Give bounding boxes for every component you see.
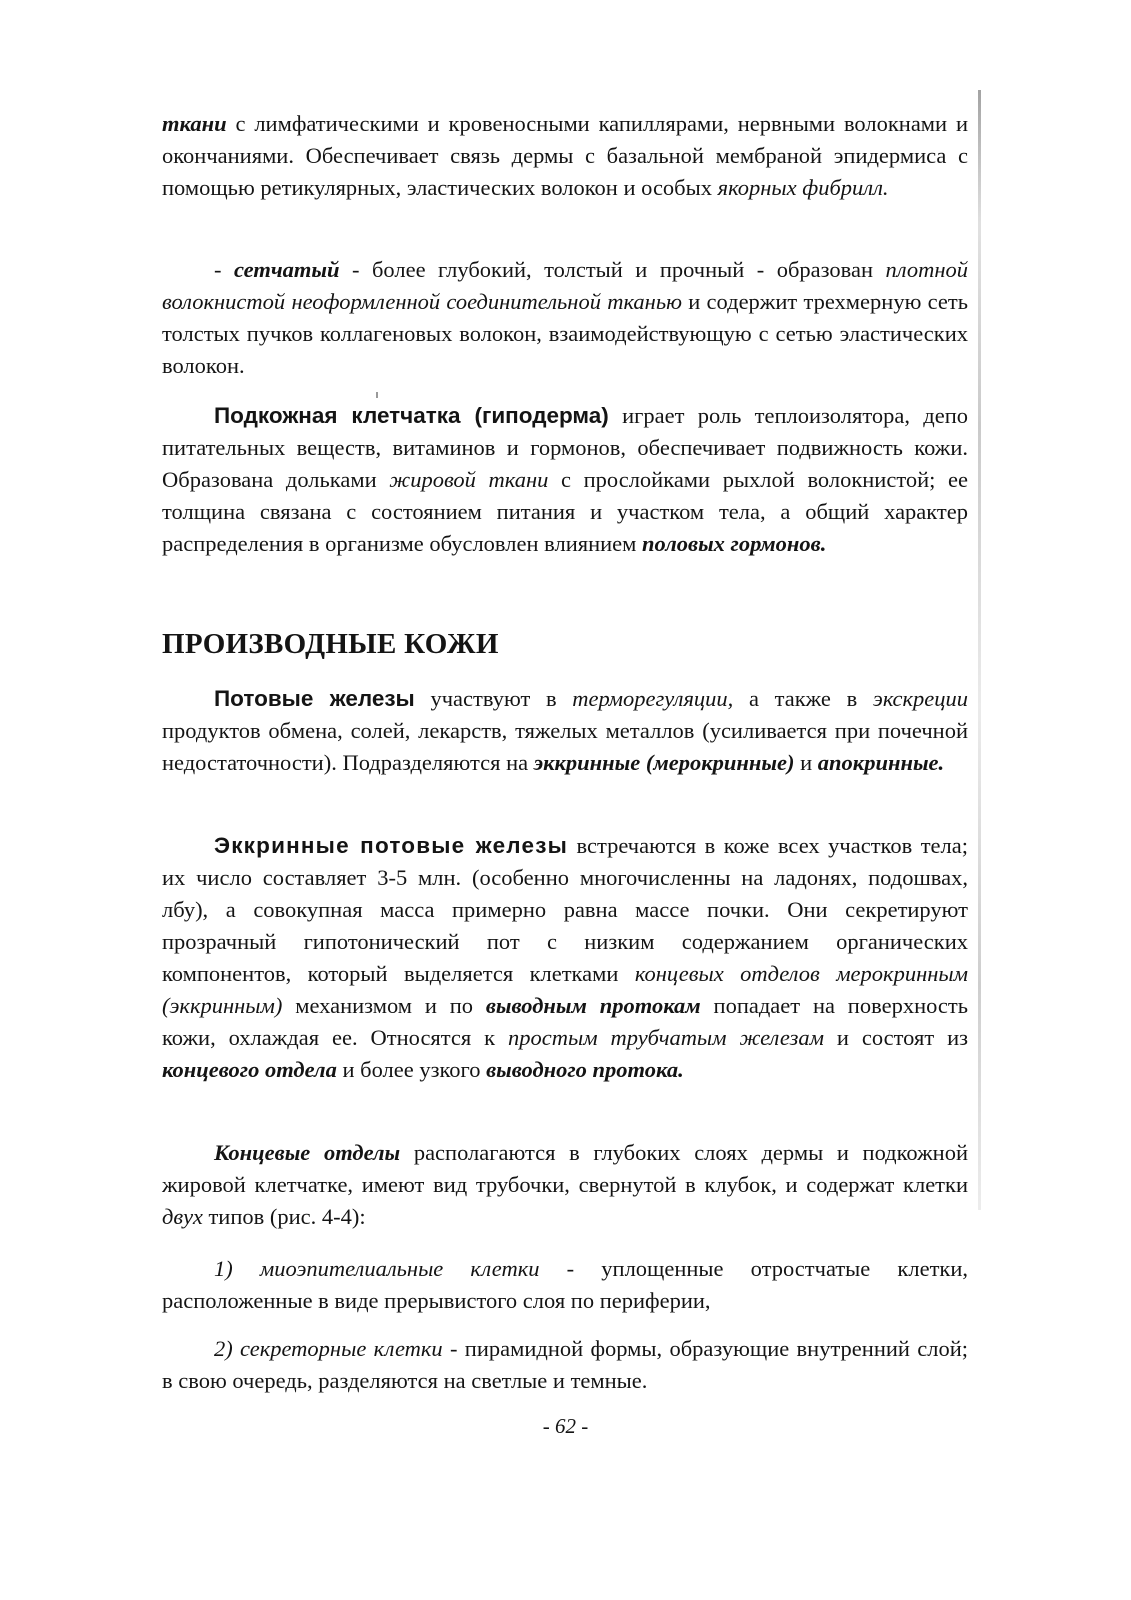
list-item-secretory-cells: 2) секреторные клетки - пирамидной формы, образующие внутренний слой; в свою очередь, разделяются на светлые и темные. — [162, 1336, 968, 1393]
paragraph-secretory-portions: Концевые отделы располагаются в глубоких слоях дермы и подкожной жировой клетчатке, имеют вид трубочки, свернутой в клубок, и содержат клетки двух типов (рис. 4-4): — [162, 1140, 968, 1229]
section-heading: ПРОИЗВОДНЫЕ КОЖИ — [162, 628, 499, 660]
list-item-myoepithelial-cells: 1) миоэпителиальные клетки - уплощенные отростчатые клетки, расположенные в виде прерывистого слоя по периферии, — [162, 1256, 968, 1313]
scan-speck — [376, 392, 378, 398]
paragraph-reticular-layer: - сетчатый - более глубокий, толстый и прочный - образован плотной волокнистой неоформленной соединительной тканью и содержит трехмерную сеть толстых пучков коллагеновых волокон, взаимодействующую с сетью эластических волокон. — [162, 257, 968, 378]
paragraph-hypodermis: Подкожная клетчатка (гиподерма) играет роль теплоизолятора, депо питательных веществ, витаминов и гормонов, обеспечивает подвижность кожи. Образована дольками жировой ткани с прослойками рыхлой волокнистой; ее толщина связана с состоянием питания и участком тела, а общий характер распределения в организме обусловлен влиянием половых гормонов. — [162, 403, 969, 556]
paragraph-papillary-layer-end: ткани с лимфатическими и кровеносными капиллярами, нервными волокнами и окончаниями. Обеспечивает связь дермы с базальной мембраной эпидермиса с помощью ретикулярных, эластических волокон и особых якорных фибрилл. — [162, 111, 968, 200]
scan-edge-line — [978, 90, 981, 1210]
paragraph-sweat-glands: Потовые железы участвуют в терморегуляции, а также в экскреции продуктов обмена, солей, лекарств, тяжелых металлов (усиливается при почечной недостаточности). Подразделяются на эккринные (мерокринные) и апокринные. — [162, 686, 968, 775]
page-number: - 62 - — [542, 1414, 589, 1438]
paragraph-eccrine-glands: Эккринные потовые железы встречаются в коже всех участков тела; их число составляет 3-5 млн. (особенно многочисленны на ладонях, подошвах, лбу), а совокупная масса примерно равна массе почки. Они секретируют прозрачный гипотонический пот с низким содержанием органических компонентов, который выделяется клетками концевых отделов мерокринным (эккринным) механизмом и по выводным протокам попадает на поверхность кожи, охлаждая ее. Относятся к простым трубчатым железам и состоят из концевого отдела и более узкого выводного протока. — [162, 833, 969, 1082]
